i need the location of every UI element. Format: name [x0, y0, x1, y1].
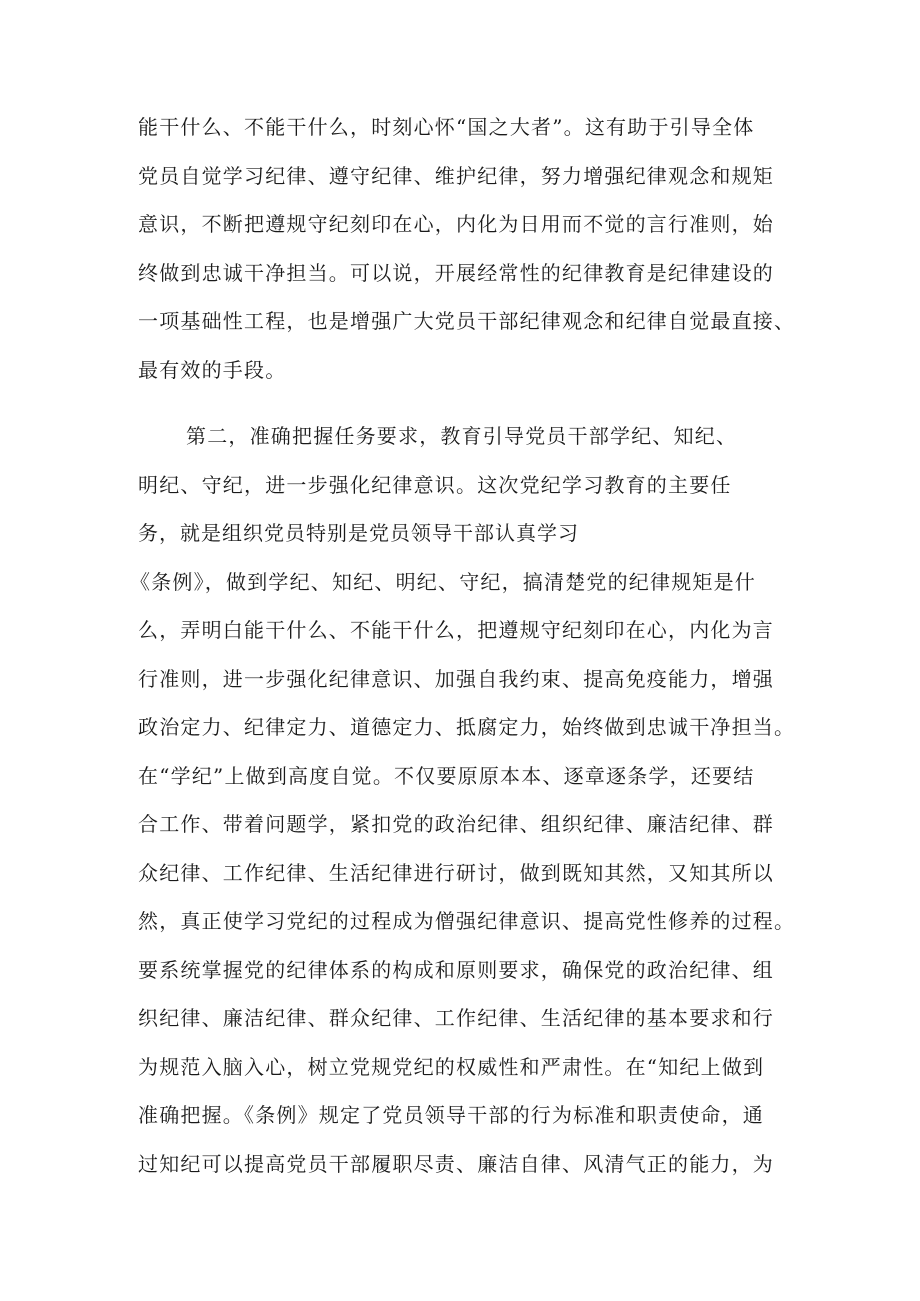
text-line: 政治定力、纪律定力、道德定力、抵腐定力，始终做到忠诚干净担当。 [138, 715, 796, 739]
text-line: 准确把握。《条例》规定了党员领导干部的行为标准和职责使命，通 [138, 1103, 764, 1127]
text-line: 一项基础性工程，也是增强广大党员干部纪律观念和纪律自觉最直接、 [138, 309, 796, 333]
text-line: 合工作、带着问题学，紧扣党的政治纪律、组织纪律、廉洁纪律、群 [138, 812, 774, 836]
text-line: 要系统掌握党的纪律体系的构成和原则要求，确保党的政治纪律、组 [138, 957, 774, 982]
text-line: 众纪律、工作纪律、生活纪律进行研讨，做到既知其然，又知其所以 [138, 860, 774, 885]
paragraph-2 [130, 412, 796, 1188]
text-line: 过知纪可以提高党员干部履职尽责、廉洁自律、风清气正的能力，为 [138, 1151, 774, 1176]
text-line: 务，就是组织党员特别是党员领导干部认真学习 [138, 521, 579, 545]
text-line: 终做到忠诚干净担当。可以说，开展经常性的纪律教育是纪律建设的 [138, 260, 774, 285]
text-line: 能干什么、不能干什么，时刻心怀“国之大者”。这有助于引导全体 [138, 115, 755, 139]
text-line: 为规范入脑入心，树立党规党纪的权威性和严肃性。在“知纪上做到 [138, 1054, 765, 1079]
text-line: 《条例》，做到学纪、知纪、明纪、守纪，搞清楚党的纪律规矩是什 [130, 569, 756, 594]
text-line: 么，弄明白能干什么、不能干什么，把遵规守纪刻印在心，内化为言 [138, 618, 774, 642]
text-line: 最有效的手段。 [138, 357, 287, 382]
text-line: 在“学纪”上做到高度自觉。不仅要原原本本、逐章逐条学，还要结 [138, 763, 755, 788]
text-line: 意识，不断把遵规守纪刻印在心，内化为日用而不觉的言行准则，始 [138, 212, 774, 236]
text-line: 明纪、守纪，进一步强化纪律意识。这次党纪学习教育的主要任 [138, 472, 732, 497]
text-line: 行准则，进一步强化纪律意识、加强自我约束、提高免疫能力，增强 [138, 666, 774, 691]
text-line: 党员自觉学习纪律、遵守纪律、维护纪律，努力增强纪律观念和规矩 [138, 163, 774, 188]
text-line: 第二，准确把握任务要求，教育引导党员干部学纪、知纪、 [186, 424, 738, 448]
text-line: 然，真正使学习党纪的过程成为僧强纪律意识、提高党性修养的过程。 [138, 909, 796, 933]
text-line: 织纪律、廉洁纪律、群众纪律、工作纪律、生活纪律的基本要求和行 [138, 1006, 774, 1030]
paragraph-1 [138, 103, 796, 394]
